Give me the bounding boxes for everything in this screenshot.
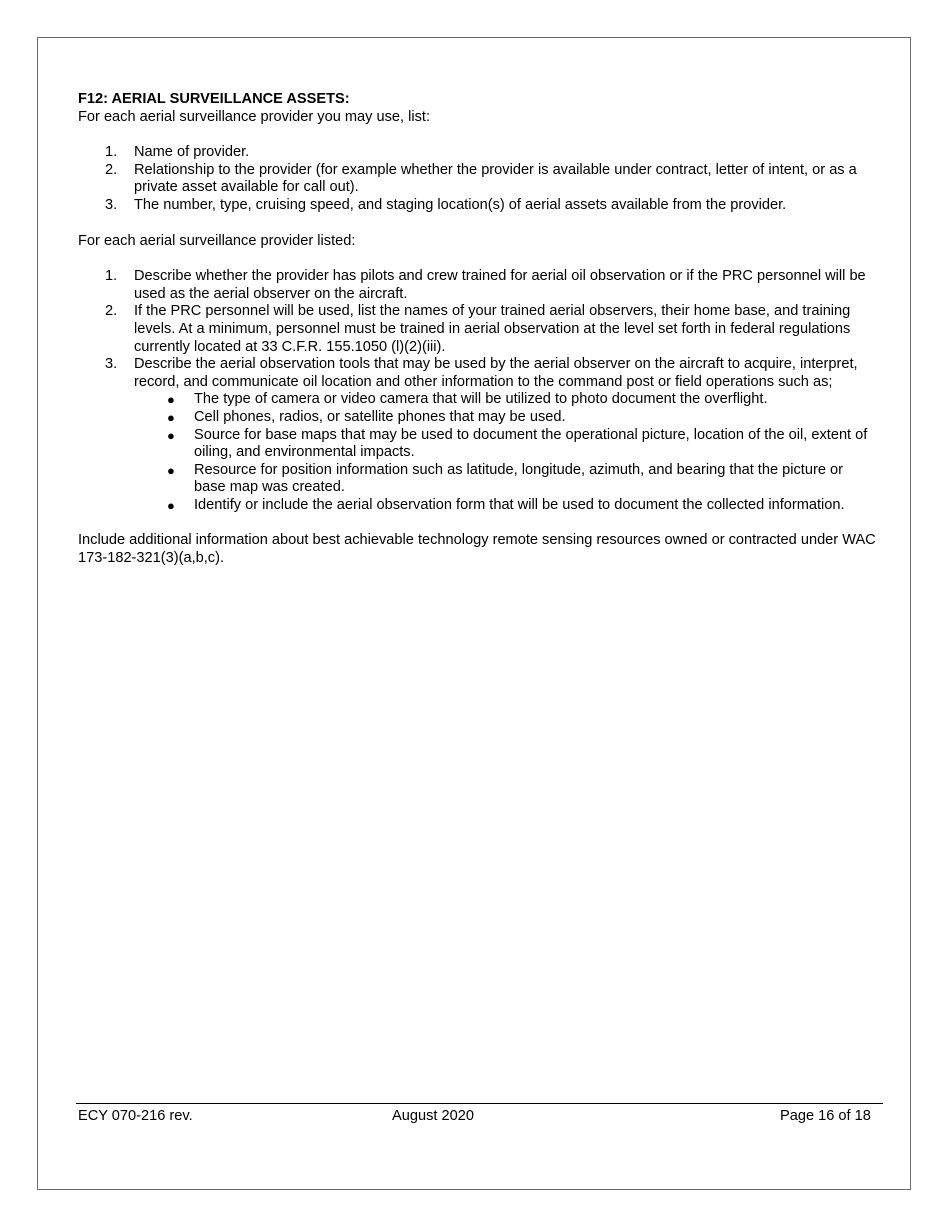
list-number: 2. <box>105 303 118 320</box>
list-text: Name of provider. <box>134 144 250 161</box>
provider-details-list <box>78 268 878 514</box>
bullet-icon: ● <box>167 462 175 478</box>
bullet-text: Cell phones, radios, or satellite phones that may be used. <box>194 408 566 425</box>
closing-paragraph: Include additional information about best achievable technology remote sensing resources owned or contracted under WAC 173-182-321(3)(a,b,c). <box>78 532 876 567</box>
list-item <box>78 197 878 215</box>
footer-date: August 2020 <box>392 1108 474 1124</box>
list-text: Relationship to the provider (for example whether the provider is available under contract, letter of intent, or as a private asset available for call out). <box>134 161 857 196</box>
section-heading: F12: AERIAL SURVEILLANCE ASSETS: <box>78 91 350 107</box>
bullet-icon: ● <box>167 409 175 425</box>
tools-bullet-list <box>134 391 878 514</box>
bullet-icon: ● <box>167 392 175 408</box>
list-text: The number, type, cruising speed, and staging location(s) of aerial assets available from the provider. <box>134 196 787 213</box>
list-item <box>78 356 878 514</box>
footer-divider <box>76 1103 883 1104</box>
bullet-text: The type of camera or video camera that will be utilized to photo document the overflight. <box>194 391 768 408</box>
bullet-item <box>134 427 878 462</box>
list-text: If the PRC personnel will be used, list the names of your trained aerial observers, their home base, and training levels. At a minimum, personnel must be trained in aerial observation at the level set forth in federal regulations currently located at 33 C.F.R. 155.1050 (l)(2)(iii). <box>134 303 851 355</box>
bullet-icon: ● <box>167 427 175 443</box>
footer-form-id: ECY 070-216 rev. <box>78 1108 193 1124</box>
bullet-item <box>134 497 878 515</box>
section-intro: For each aerial surveillance provider you may use, list: <box>78 108 431 125</box>
list-number: 3. <box>105 196 118 213</box>
provider-list <box>78 144 878 214</box>
bullet-item <box>134 391 878 409</box>
bullet-text: Source for base maps that may be used to document the operational picture, location of the oil, extent of oiling, and environmental impacts. <box>194 426 868 461</box>
bullet-text: Resource for position information such as latitude, longitude, azimuth, and bearing that the picture or base map was created. <box>194 461 843 496</box>
list-item <box>78 268 878 303</box>
list-number: 1. <box>105 268 118 285</box>
list-text: Describe the aerial observation tools that may be used by the aerial observer on the aircraft to acquire, interpret, record, and communicate oil location and other information to the command post or field operations such as; <box>134 356 858 390</box>
bullet-text: Identify or include the aerial observation form that will be used to document the collected information. <box>194 496 845 513</box>
bullet-item <box>134 462 878 497</box>
document-body <box>78 91 878 568</box>
list-text: Describe whether the provider has pilots and crew trained for aerial oil observation or if the PRC personnel will be used as the aerial observer on the aircraft. <box>134 268 866 302</box>
footer-page-number: Page 16 of 18 <box>780 1108 871 1124</box>
list-item <box>78 303 878 356</box>
section-intro-2: For each aerial surveillance provider listed: <box>78 232 356 249</box>
list-number: 2. <box>105 161 118 178</box>
list-item <box>78 162 878 197</box>
list-number: 3. <box>105 356 118 373</box>
bullet-icon: ● <box>167 497 175 513</box>
bullet-item <box>134 409 878 427</box>
list-item <box>78 144 878 162</box>
list-number: 1. <box>105 144 118 161</box>
